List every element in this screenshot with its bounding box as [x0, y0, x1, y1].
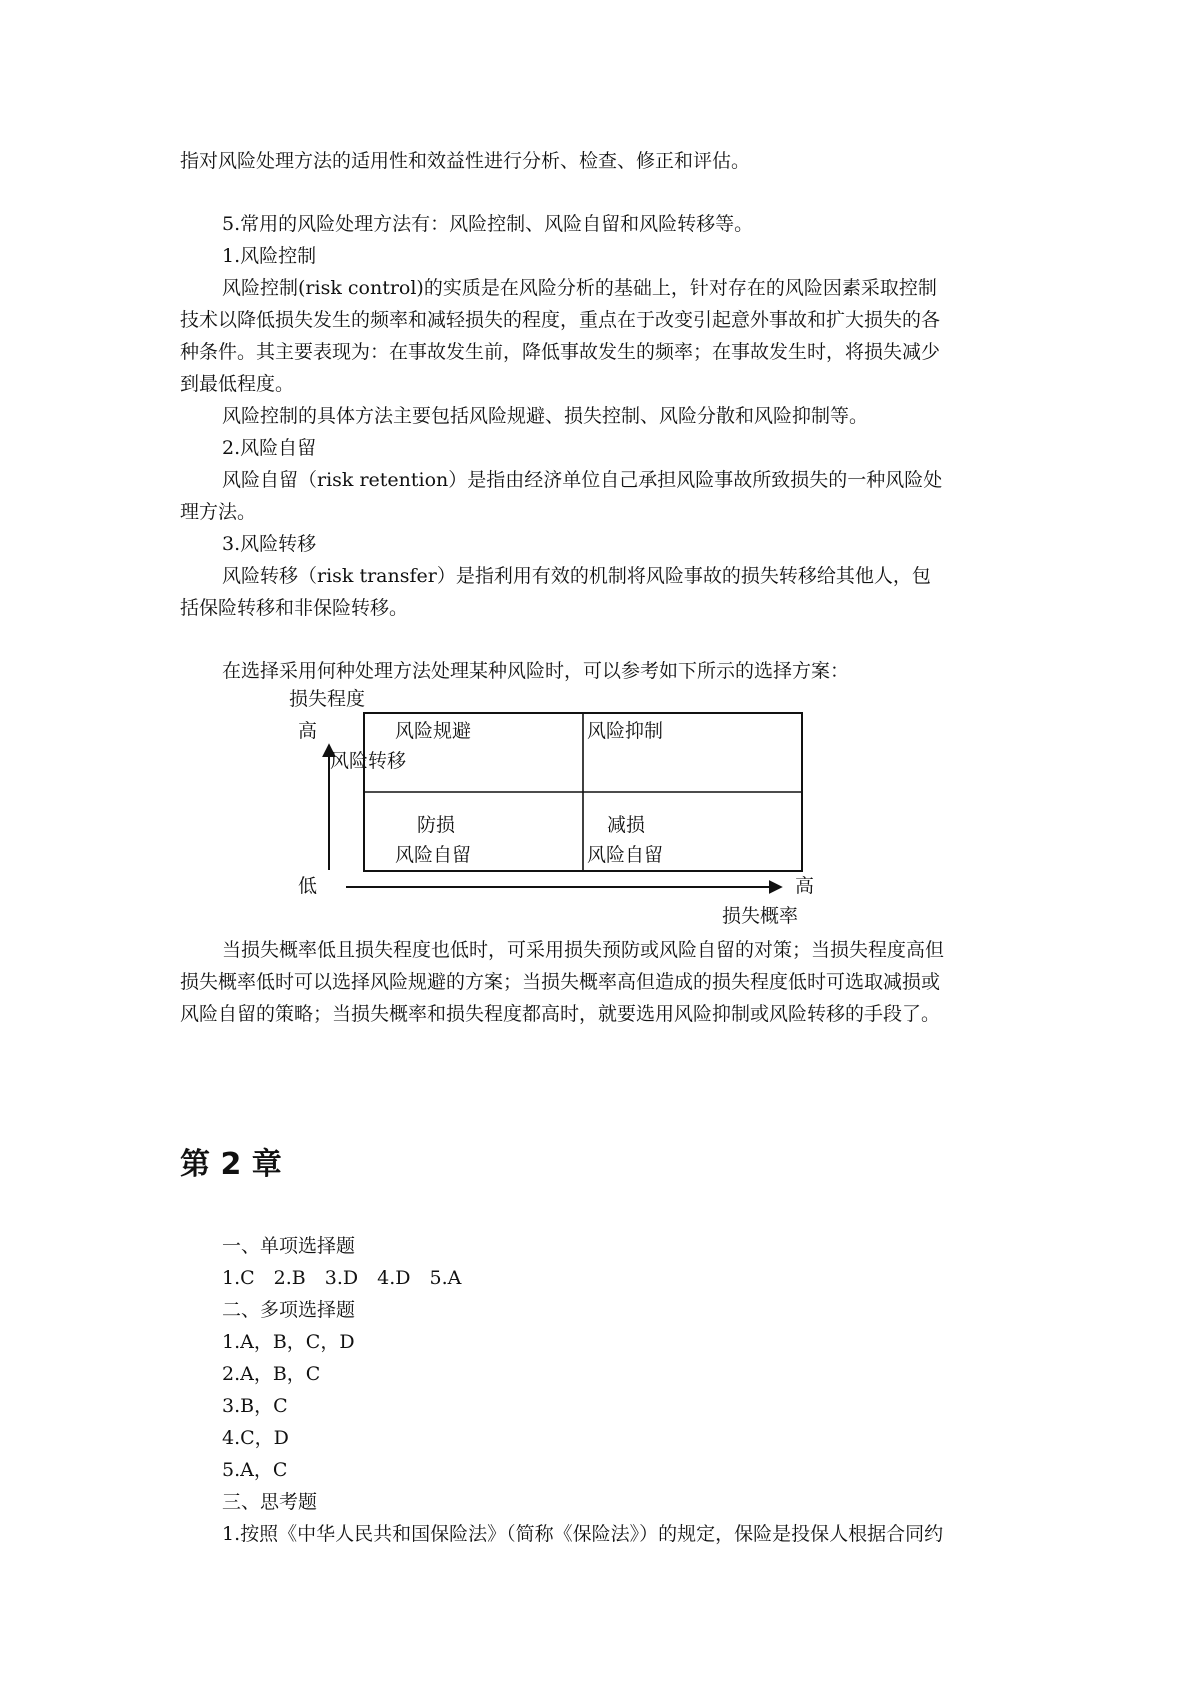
- paragraph-line: 损失概率低时可以选择风险规避的方案；当损失概率高但造成的损失程度低时可选取减损或: [180, 971, 941, 993]
- answer-line: 1.C 2.B 3.D 4.D 5.A: [222, 1267, 462, 1289]
- answer-section-heading: 二、多项选择题: [222, 1299, 356, 1321]
- y-axis-high-label: 高: [298, 720, 318, 742]
- paragraph-line: 风险转移（risk transfer）是指利用有效的机制将风险事故的损失转移给其他人，包: [222, 565, 931, 587]
- section-heading: 1.风险控制: [222, 245, 317, 267]
- answer-line: 5.A，C: [222, 1459, 288, 1481]
- paragraph-line: 风险自留（risk retention）是指由经济单位自己承担风险事故所致损失的一种风险处: [222, 469, 943, 491]
- cell-top-left-label-1: 风险规避: [395, 720, 472, 742]
- paragraph-line: 5.常用的风险处理方法有：风险控制、风险自留和风险转移等。: [222, 213, 754, 235]
- paragraph-line: 指对风险处理方法的适用性和效益性进行分析、检查、修正和评估。: [180, 150, 751, 172]
- cell-top-left-label-2: 风险转移: [330, 750, 407, 772]
- answer-line: 2.A，B，C: [222, 1363, 321, 1385]
- cell-bottom-left-label-1: 防损: [417, 814, 456, 836]
- x-axis-title: 损失概率: [722, 905, 799, 927]
- paragraph-line: 括保险转移和非保险转移。: [180, 597, 409, 619]
- y-axis-title: 损失程度: [289, 688, 366, 710]
- paragraph-line: 当损失概率低且损失程度也低时，可采用损失预防或风险自留的对策；当损失程度高但: [222, 939, 945, 961]
- answer-section-heading: 三、思考题: [222, 1491, 318, 1513]
- paragraph-line: 风险自留的策略；当损失概率和损失程度都高时，就要选用风险抑制或风险转移的手段了。: [180, 1003, 941, 1025]
- chapter-title: 第 2 章: [180, 1147, 282, 1182]
- answer-line: 1.按照《中华人民共和国保险法》（简称《保险法》）的规定，保险是投保人根据合同约: [222, 1523, 944, 1545]
- section-heading: 2.风险自留: [222, 437, 317, 459]
- paragraph-line: 技术以降低损失发生的频率和减轻损失的程度，重点在于改变引起意外事故和扩大损失的各: [180, 309, 941, 331]
- paragraph-line: 到最低程度。: [180, 373, 295, 395]
- section-heading: 3.风险转移: [222, 533, 317, 555]
- paragraph-line: 风险控制的具体方法主要包括风险规避、损失控制、风险分散和风险抑制等。: [222, 405, 869, 427]
- paragraph-line: 理方法。: [180, 501, 257, 523]
- cell-bottom-right-label-2: 风险自留: [587, 844, 664, 866]
- origin-low-label: 低: [298, 875, 318, 897]
- cell-top-right-label: 风险抑制: [587, 720, 664, 742]
- paragraph-line: 在选择采用何种处理方法处理某种风险时，可以参考如下所示的选择方案：: [222, 660, 850, 682]
- cell-bottom-right-label-1: 减损: [607, 814, 646, 836]
- paragraph-line: 种条件。其主要表现为：在事故发生前，降低事故发生的频率；在事故发生时，将损失减少: [180, 341, 941, 363]
- cell-bottom-left-label-2: 风险自留: [395, 844, 472, 866]
- answer-line: 3.B，C: [222, 1395, 288, 1417]
- x-axis-high-label: 高: [795, 875, 815, 897]
- answer-line: 4.C，D: [222, 1427, 289, 1449]
- answer-section-heading: 一、单项选择题: [222, 1235, 356, 1257]
- answer-line: 1.A，B，C，D: [222, 1331, 355, 1353]
- paragraph-line: 风险控制(risk control)的实质是在风险分析的基础上，针对存在的风险因素采取控制: [222, 277, 937, 299]
